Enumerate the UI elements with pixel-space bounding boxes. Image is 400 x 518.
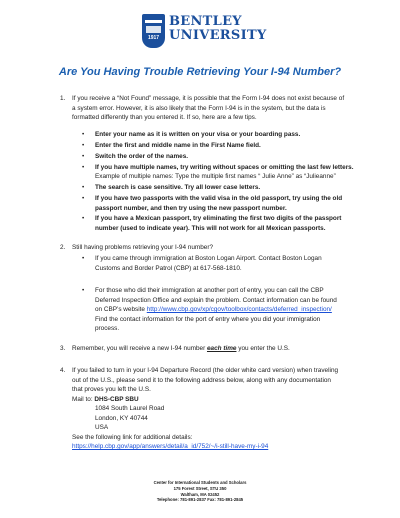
bullet-icon: • [82,142,85,149]
mail-to-line [72,395,139,404]
bullet-icon: • [82,195,85,202]
tip-6: If you have two passports with the valid visa in the old passport, try using the old [95,195,343,202]
item-3-line [72,344,290,353]
page-footer [0,480,400,503]
footer-line-4: Telephone: 781-891-2837 Fax: 781-891-2845 [156,497,244,503]
mail-to-recipient: DHS-CBP SBU [94,395,139,403]
item-2-line-1: Still having problems retrieving your I-94 number? [72,244,214,251]
tip-4: If you have multiple names, try writing without spaces or omitting the last few letters. [95,164,354,171]
item-2-bullet-2-line-3 [95,305,332,314]
item-3-text-post: you enter the U.S. [236,345,290,352]
item-3-emphasis: each time [206,345,237,352]
item-2-bullet-2-line-5: process. [95,325,120,332]
address-line-2: London, KY 40744 [95,414,148,422]
tip-4-example: Example of multiple names: Type the multiple first names “ Julie Anne” as “Julieanne” [95,173,336,180]
cbp-deferred-inspection-link[interactable]: http://www.cbp.gov/xp/cgov/toolbox/contacts/deferred_inspection/ [146,306,332,313]
bullet-icon: • [82,164,85,171]
page-title: Are You Having Trouble Retrieving Your I-94 Number? [58,66,342,78]
tip-1: Enter your name as it is written on your visa or your boarding pass. [95,131,301,138]
item-4-line-3: that proves you left the U.S. [72,386,151,393]
tip-7: If you have a Mexican passport, try eliminating the first two digits of the passport [95,215,342,222]
item-2-number: 2. [60,244,66,251]
mail-to-label: Mail to: [72,395,95,403]
tip-7-continued: number (used to indicate year). This will not work for all Mexican passports. [95,224,326,232]
cbp-help-link[interactable]: https://help.cbp.gov/app/answers/detail/a_id/752/~/i-still-have-my-i-94 [72,443,269,450]
item-1-line-2: a system error. However, it is also likely that the Form I-94 is in the system, but the data is [72,104,326,112]
item-2-bullet-2-line-4: Find the contact information for the port of entry where you did your immigration [95,315,321,323]
footer-line-2: 175 Forest Street, STU 350 [173,485,227,491]
item-3-number: 3. [60,345,66,352]
address-line-3: USA [95,424,109,431]
bullet-icon: • [82,184,85,191]
item-4-number: 4. [60,367,66,374]
bullet-icon: • [82,153,85,160]
bullet-icon: • [82,255,85,262]
item-1-number: 1. [60,95,66,102]
bentley-logo [142,14,267,54]
tip-2: Enter the first and middle name in the First Name field. [95,142,261,149]
item-2-bullet-2-line-2: Deferred Inspection Office and explain the problem. Contact information can be found [95,296,337,304]
item-4-line-2: out of the U.S., please send it to the following address below, along with any documentation [72,376,331,384]
item-1-line-1: If you receive a “Not Found” message, it is possible that the Form I-94 does not exist because of [72,95,345,102]
logo-subname: UNIVERSITY [169,28,267,43]
tip-5: The search is case sensitive. Try all lower case letters. [95,184,261,191]
tip-6-continued: passport number, and then try using the new passport number. [95,204,287,212]
item-3-text-pre: Remember, you will receive a new I-94 number [72,345,207,352]
item-2-bullet-2-line-1: For those who did their immigration at another port of entry, you can call the CBP [95,287,324,294]
bullet-icon: • [82,287,85,294]
logo-year: 1917 [147,35,160,41]
bullet-icon: • [82,131,85,138]
cbp-website-label: on CBP’s website [95,306,147,313]
footer-line-3: Waltham, MA 02452 [180,491,220,497]
item-2-bullet-1-line-2: Customs and Border Patrol (CBP) at 617-568-1810. [95,264,242,272]
bentley-shield-icon [142,14,165,48]
item-1-line-3: formatted differently than you entered it. If so, here are a few tips. [72,114,257,121]
item-2-bullet-1-line-1: If you came through immigration at Boston Logan Airport. Contact Boston Logan [95,255,322,262]
bullet-icon: • [82,215,85,222]
see-link-label: See the following link for additional details: [72,433,193,441]
logo-name: BENTLEY [169,14,242,29]
address-line-1: 1084 South Laurel Road [95,405,165,412]
footer-line-1: Center for International Students and Scholars [153,480,247,485]
tip-3: Switch the order of the names. [95,153,189,160]
item-4-line-1: If you failed to turn in your I-94 Departure Record (the older white card version) when traveling [72,367,339,374]
